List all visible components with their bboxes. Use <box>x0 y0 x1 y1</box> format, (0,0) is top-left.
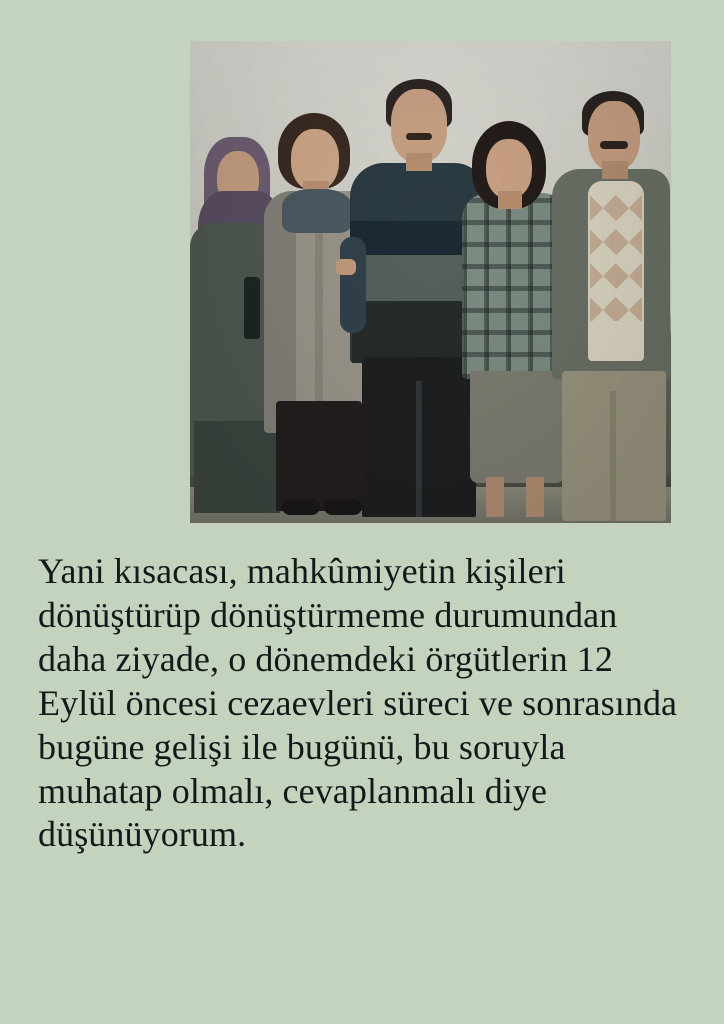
photo-canvas <box>190 41 671 523</box>
photo-tone-overlay <box>190 41 671 523</box>
caption-text: Yani kısacası, mahkûmiyetin kişileri dönüştürüp dönüştürmeme durumundan daha ziyade, o dönemdeki örgütlerin 12 Eylül öncesi cezaevleri süreci ve sonrasında bugüne gelişi ile bugünü, bu soruyla muhatap olmalı, cevaplanmalı diye düşünüyorum. <box>38 551 678 855</box>
photograph <box>190 41 671 523</box>
